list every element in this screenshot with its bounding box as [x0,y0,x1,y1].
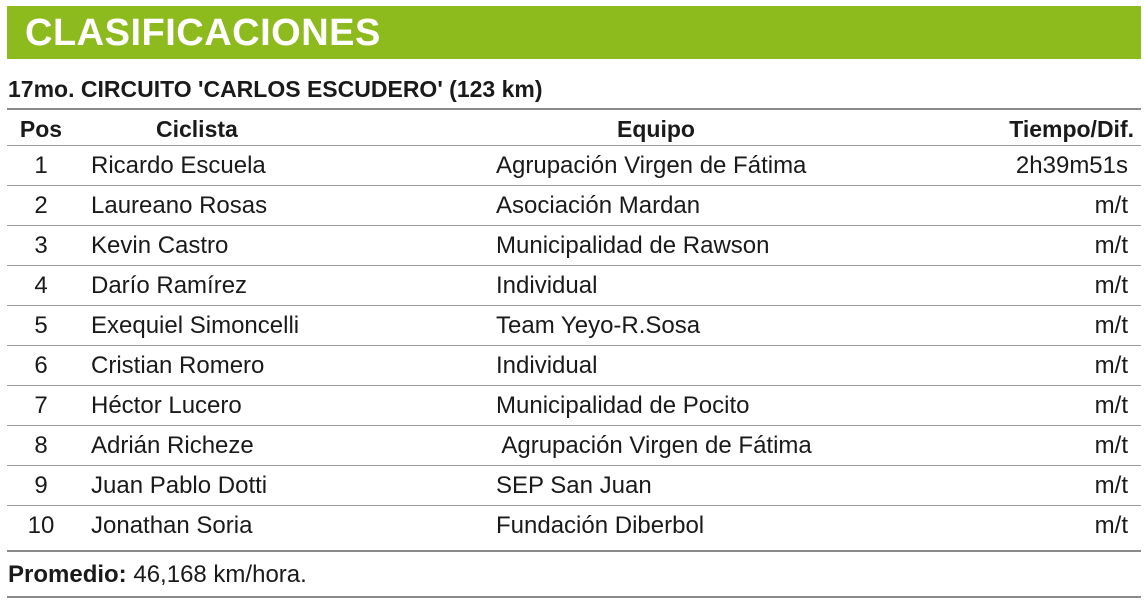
cell-pos: 1 [34,152,48,179]
banner-title: CLASIFICACIONES [25,12,381,54]
average-speed-label: Promedio: [8,561,127,588]
cell-time: m/t [1094,312,1128,339]
cell-time: m/t [1094,512,1128,539]
cell-rider: Exequiel Simoncelli [91,312,300,339]
cell-team: SEP San Juan [496,472,652,499]
cell-team: Team Yeyo-R.Sosa [496,312,701,339]
cell-rider: Ricardo Escuela [91,152,266,179]
race-title: 17mo. CIRCUITO 'CARLOS ESCUDERO' (123 km) [8,76,543,102]
cell-pos: 3 [34,232,48,259]
cell-pos: 8 [34,432,48,459]
cell-time: m/t [1094,352,1128,379]
cell-team: Individual [496,352,598,379]
cell-rider: Cristian Romero [91,352,265,379]
cell-pos: 4 [34,272,48,299]
cell-pos: 10 [27,512,55,539]
cell-team: Individual [496,272,598,299]
table-row [0,506,1144,546]
table-row [0,466,1144,506]
cell-rider: Juan Pablo Dotti [91,472,268,499]
column-header-team: Equipo [617,116,695,142]
cell-team: Agrupación Virgen de Fátima [496,152,807,179]
cell-time: m/t [1094,392,1128,419]
cell-time: m/t [1094,432,1128,459]
cell-time: m/t [1094,232,1128,259]
table-row [0,186,1144,226]
cell-pos: 9 [34,472,48,499]
cell-rider: Darío Ramírez [91,272,248,299]
column-header-time: Tiempo/Dif. [1009,116,1134,142]
column-header-rider: Ciclista [156,116,238,142]
cell-rider: Héctor Lucero [91,392,242,419]
column-header-pos: Pos [19,116,63,142]
cell-time: 2h39m51s [1015,152,1128,179]
table-row [0,226,1144,266]
table-row [0,426,1144,466]
cell-team: Agrupación Virgen de Fátima [496,432,812,459]
cell-team: Fundación Diberbol [496,512,705,539]
average-speed-value: 46,168 km/hora. [126,561,307,588]
table-row [0,306,1144,346]
cell-pos: 2 [34,192,48,219]
divider-bottom [7,596,1141,598]
divider-table-bottom [7,550,1141,552]
cell-rider: Jonathan Soria [91,512,253,539]
cell-time: m/t [1094,192,1128,219]
table-row [0,146,1144,186]
table-row [0,386,1144,426]
cell-rider: Adrián Richeze [91,432,254,459]
header-banner [7,6,1141,59]
cell-rider: Laureano Rosas [91,192,268,219]
cell-pos: 5 [34,312,48,339]
cell-rider: Kevin Castro [91,232,229,259]
divider-top [7,108,1141,110]
cell-time: m/t [1094,472,1128,499]
cell-time: m/t [1094,272,1128,299]
cell-pos: 7 [34,392,48,419]
average-speed [8,560,307,590]
cell-pos: 6 [34,352,48,379]
cell-team: Municipalidad de Rawson [496,232,770,259]
cell-team: Municipalidad de Pocito [496,392,750,419]
cell-team: Asociación Mardan [496,192,701,219]
table-row [0,346,1144,386]
table-row [0,266,1144,306]
